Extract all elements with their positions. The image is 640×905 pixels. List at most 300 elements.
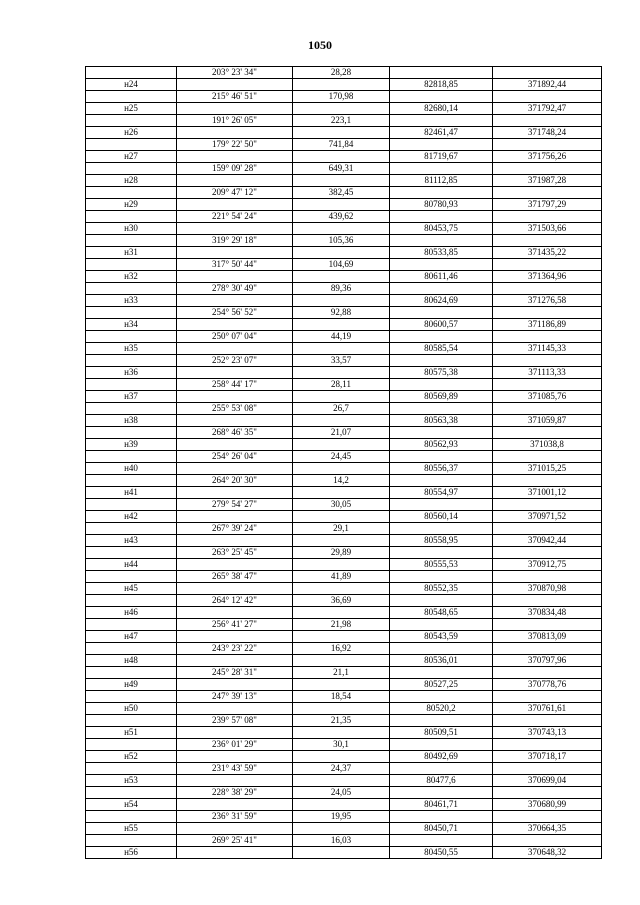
empty-cell: [390, 235, 493, 247]
empty-cell: [493, 475, 602, 487]
point-name: н51: [86, 727, 177, 739]
coordinates-table: [85, 66, 601, 859]
segment-row: [86, 163, 602, 175]
coord-y: 371892,44: [493, 79, 602, 91]
point-row: [86, 439, 602, 451]
empty-cell: [86, 475, 177, 487]
distance: 21,1: [293, 667, 390, 679]
distance: 382,45: [293, 187, 390, 199]
point-row: [86, 151, 602, 163]
distance: 741,84: [293, 139, 390, 151]
empty-cell: [177, 199, 293, 211]
direction-angle: 191° 26' 05": [177, 115, 293, 127]
empty-cell: [493, 811, 602, 823]
distance: 105,36: [293, 235, 390, 247]
empty-cell: [390, 619, 493, 631]
empty-cell: [293, 247, 390, 259]
empty-cell: [177, 823, 293, 835]
segment-row: [86, 379, 602, 391]
direction-angle: 263° 25' 45": [177, 547, 293, 559]
coord-y: 371085,76: [493, 391, 602, 403]
point-name: н35: [86, 343, 177, 355]
empty-cell: [293, 511, 390, 523]
distance: 29,1: [293, 523, 390, 535]
point-name: н25: [86, 103, 177, 115]
empty-cell: [293, 727, 390, 739]
point-name: н41: [86, 487, 177, 499]
empty-cell: [390, 355, 493, 367]
empty-cell: [177, 607, 293, 619]
empty-cell: [493, 211, 602, 223]
empty-cell: [390, 523, 493, 535]
empty-cell: [293, 199, 390, 211]
empty-cell: [177, 631, 293, 643]
distance: 18,54: [293, 691, 390, 703]
empty-cell: [493, 163, 602, 175]
empty-cell: [177, 775, 293, 787]
distance: 16,92: [293, 643, 390, 655]
distance: 24,37: [293, 763, 390, 775]
segment-row: [86, 835, 602, 847]
point-name: н49: [86, 679, 177, 691]
direction-angle: 264° 20' 30": [177, 475, 293, 487]
empty-cell: [86, 355, 177, 367]
empty-cell: [493, 835, 602, 847]
segment-row: [86, 547, 602, 559]
coord-x: 80780,93: [390, 199, 493, 211]
coord-y: 371145,33: [493, 343, 602, 355]
empty-cell: [293, 847, 390, 859]
segment-row: [86, 499, 602, 511]
distance: 29,89: [293, 547, 390, 559]
empty-cell: [390, 403, 493, 415]
segment-row: [86, 235, 602, 247]
coord-x: 80450,71: [390, 823, 493, 835]
direction-angle: 278° 30' 49": [177, 283, 293, 295]
empty-cell: [390, 835, 493, 847]
segment-row: [86, 211, 602, 223]
empty-cell: [177, 415, 293, 427]
point-name: н45: [86, 583, 177, 595]
empty-cell: [493, 739, 602, 751]
empty-cell: [86, 379, 177, 391]
empty-cell: [493, 571, 602, 583]
empty-cell: [86, 595, 177, 607]
distance: 16,03: [293, 835, 390, 847]
empty-cell: [86, 811, 177, 823]
point-name: н32: [86, 271, 177, 283]
coord-y: 370971,52: [493, 511, 602, 523]
point-row: [86, 559, 602, 571]
coord-x: 80611,46: [390, 271, 493, 283]
empty-cell: [493, 403, 602, 415]
coord-x: 80509,51: [390, 727, 493, 739]
point-name: н46: [86, 607, 177, 619]
distance: 41,89: [293, 571, 390, 583]
empty-cell: [390, 379, 493, 391]
distance: 28,28: [293, 67, 390, 79]
point-row: [86, 343, 602, 355]
direction-angle: 258° 44' 17": [177, 379, 293, 391]
empty-cell: [86, 787, 177, 799]
empty-cell: [493, 667, 602, 679]
segment-row: [86, 307, 602, 319]
coord-x: 80558,95: [390, 535, 493, 547]
empty-cell: [177, 247, 293, 259]
empty-cell: [86, 739, 177, 751]
point-row: [86, 679, 602, 691]
distance: 21,07: [293, 427, 390, 439]
empty-cell: [390, 307, 493, 319]
coord-x: 80555,53: [390, 559, 493, 571]
direction-angle: 209° 47' 12": [177, 187, 293, 199]
empty-cell: [86, 835, 177, 847]
coord-x: 80562,93: [390, 439, 493, 451]
direction-angle: 252° 23' 07": [177, 355, 293, 367]
empty-cell: [86, 187, 177, 199]
empty-cell: [86, 499, 177, 511]
point-row: [86, 655, 602, 667]
distance: 24,05: [293, 787, 390, 799]
distance: 223,1: [293, 115, 390, 127]
coord-y: 371797,29: [493, 199, 602, 211]
point-row: [86, 751, 602, 763]
coord-x: 80575,38: [390, 367, 493, 379]
empty-cell: [293, 415, 390, 427]
coord-x: 80453,75: [390, 223, 493, 235]
point-name: н24: [86, 79, 177, 91]
empty-cell: [86, 523, 177, 535]
empty-cell: [177, 679, 293, 691]
empty-cell: [177, 511, 293, 523]
coord-y: 370743,13: [493, 727, 602, 739]
coord-y: 371364,96: [493, 271, 602, 283]
coord-x: 80585,54: [390, 343, 493, 355]
coord-x: 80536,01: [390, 655, 493, 667]
distance: 92,88: [293, 307, 390, 319]
direction-angle: 179° 22' 50": [177, 139, 293, 151]
segment-row: [86, 91, 602, 103]
empty-cell: [177, 319, 293, 331]
coord-x: 82818,85: [390, 79, 493, 91]
empty-cell: [390, 163, 493, 175]
empty-cell: [293, 535, 390, 547]
empty-cell: [86, 571, 177, 583]
point-name: н34: [86, 319, 177, 331]
coord-y: 370834,48: [493, 607, 602, 619]
coord-y: 370870,98: [493, 583, 602, 595]
empty-cell: [293, 559, 390, 571]
empty-cell: [177, 367, 293, 379]
segment-row: [86, 619, 602, 631]
point-name: н53: [86, 775, 177, 787]
empty-cell: [177, 727, 293, 739]
empty-cell: [177, 295, 293, 307]
point-row: [86, 271, 602, 283]
empty-cell: [493, 451, 602, 463]
empty-cell: [293, 127, 390, 139]
empty-cell: [493, 67, 602, 79]
empty-cell: [177, 223, 293, 235]
empty-cell: [86, 67, 177, 79]
empty-cell: [390, 187, 493, 199]
empty-cell: [390, 595, 493, 607]
empty-cell: [293, 655, 390, 667]
empty-cell: [493, 115, 602, 127]
segment-row: [86, 187, 602, 199]
empty-cell: [493, 139, 602, 151]
segment-row: [86, 571, 602, 583]
empty-cell: [390, 811, 493, 823]
empty-cell: [390, 643, 493, 655]
empty-cell: [86, 283, 177, 295]
point-row: [86, 295, 602, 307]
coord-x: 80560,14: [390, 511, 493, 523]
coord-x: 81719,67: [390, 151, 493, 163]
empty-cell: [293, 391, 390, 403]
empty-cell: [177, 79, 293, 91]
empty-cell: [390, 547, 493, 559]
empty-cell: [293, 343, 390, 355]
coord-y: 371059,87: [493, 415, 602, 427]
empty-cell: [493, 643, 602, 655]
point-row: [86, 127, 602, 139]
coord-y: 370664,35: [493, 823, 602, 835]
coordinates-table-body: [86, 67, 602, 859]
point-name: н56: [86, 847, 177, 859]
direction-angle: 268° 46' 35": [177, 427, 293, 439]
empty-cell: [177, 127, 293, 139]
empty-cell: [390, 427, 493, 439]
point-row: [86, 199, 602, 211]
empty-cell: [86, 403, 177, 415]
coord-x: 82680,14: [390, 103, 493, 115]
empty-cell: [493, 307, 602, 319]
point-row: [86, 775, 602, 787]
point-name: н31: [86, 247, 177, 259]
segment-row: [86, 331, 602, 343]
empty-cell: [493, 523, 602, 535]
empty-cell: [493, 187, 602, 199]
distance: 104,69: [293, 259, 390, 271]
direction-angle: 231° 43' 59": [177, 763, 293, 775]
segment-row: [86, 355, 602, 367]
empty-cell: [390, 571, 493, 583]
point-name: н33: [86, 295, 177, 307]
distance: 33,57: [293, 355, 390, 367]
empty-cell: [177, 655, 293, 667]
point-row: [86, 175, 602, 187]
empty-cell: [493, 355, 602, 367]
empty-cell: [293, 103, 390, 115]
empty-cell: [493, 595, 602, 607]
empty-cell: [293, 463, 390, 475]
empty-cell: [177, 343, 293, 355]
empty-cell: [493, 91, 602, 103]
empty-cell: [86, 115, 177, 127]
coord-y: 371015,25: [493, 463, 602, 475]
direction-angle: 236° 01' 29": [177, 739, 293, 751]
coord-x: 82461,47: [390, 127, 493, 139]
coord-y: 370778,76: [493, 679, 602, 691]
coord-y: 370912,75: [493, 559, 602, 571]
coord-y: 371113,33: [493, 367, 602, 379]
segment-row: [86, 403, 602, 415]
direction-angle: 245° 28' 31": [177, 667, 293, 679]
point-row: [86, 823, 602, 835]
empty-cell: [293, 175, 390, 187]
distance: 170,98: [293, 91, 390, 103]
coord-y: 371503,66: [493, 223, 602, 235]
direction-angle: 255° 53' 08": [177, 403, 293, 415]
empty-cell: [86, 259, 177, 271]
point-row: [86, 607, 602, 619]
empty-cell: [493, 499, 602, 511]
direction-angle: 247° 39' 13": [177, 691, 293, 703]
distance: 21,98: [293, 619, 390, 631]
empty-cell: [390, 115, 493, 127]
direction-angle: 250° 07' 04": [177, 331, 293, 343]
empty-cell: [390, 451, 493, 463]
point-row: [86, 535, 602, 547]
empty-cell: [493, 715, 602, 727]
coord-x: 80569,89: [390, 391, 493, 403]
empty-cell: [293, 487, 390, 499]
direction-angle: 254° 26' 04": [177, 451, 293, 463]
empty-cell: [86, 547, 177, 559]
coord-y: 371748,24: [493, 127, 602, 139]
point-row: [86, 799, 602, 811]
empty-cell: [390, 91, 493, 103]
point-name: н38: [86, 415, 177, 427]
empty-cell: [86, 139, 177, 151]
point-name: н28: [86, 175, 177, 187]
coord-x: 80461,71: [390, 799, 493, 811]
coord-y: 370648,32: [493, 847, 602, 859]
coord-x: 81112,85: [390, 175, 493, 187]
point-row: [86, 727, 602, 739]
segment-row: [86, 523, 602, 535]
empty-cell: [177, 847, 293, 859]
empty-cell: [177, 751, 293, 763]
empty-cell: [390, 763, 493, 775]
coord-x: 80543,59: [390, 631, 493, 643]
direction-angle: 254° 56' 52": [177, 307, 293, 319]
segment-row: [86, 739, 602, 751]
point-row: [86, 415, 602, 427]
empty-cell: [177, 271, 293, 283]
direction-angle: 269° 25' 41": [177, 835, 293, 847]
direction-angle: 215° 46' 51": [177, 91, 293, 103]
point-name: н52: [86, 751, 177, 763]
empty-cell: [86, 331, 177, 343]
direction-angle: 267° 39' 24": [177, 523, 293, 535]
coord-y: 371038,8: [493, 439, 602, 451]
empty-cell: [293, 271, 390, 283]
empty-cell: [293, 703, 390, 715]
empty-cell: [177, 535, 293, 547]
segment-row: [86, 787, 602, 799]
point-row: [86, 511, 602, 523]
point-name: н44: [86, 559, 177, 571]
direction-angle: 265° 38' 47": [177, 571, 293, 583]
empty-cell: [177, 583, 293, 595]
point-name: н29: [86, 199, 177, 211]
direction-angle: 256° 41' 27": [177, 619, 293, 631]
empty-cell: [293, 799, 390, 811]
empty-cell: [293, 319, 390, 331]
point-row: [86, 631, 602, 643]
segment-row: [86, 139, 602, 151]
empty-cell: [86, 235, 177, 247]
distance: 89,36: [293, 283, 390, 295]
distance: 19,95: [293, 811, 390, 823]
direction-angle: 236° 31' 59": [177, 811, 293, 823]
empty-cell: [493, 763, 602, 775]
empty-cell: [86, 667, 177, 679]
direction-angle: 319° 29' 18": [177, 235, 293, 247]
point-name: н47: [86, 631, 177, 643]
empty-cell: [390, 739, 493, 751]
point-name: н54: [86, 799, 177, 811]
direction-angle: 159° 09' 28": [177, 163, 293, 175]
distance: 649,31: [293, 163, 390, 175]
coord-x: 80600,57: [390, 319, 493, 331]
empty-cell: [86, 763, 177, 775]
empty-cell: [390, 667, 493, 679]
empty-cell: [177, 703, 293, 715]
point-name: н43: [86, 535, 177, 547]
empty-cell: [293, 607, 390, 619]
empty-cell: [177, 175, 293, 187]
segment-row: [86, 283, 602, 295]
coord-y: 371435,22: [493, 247, 602, 259]
direction-angle: 228° 38' 29": [177, 787, 293, 799]
point-row: [86, 487, 602, 499]
segment-row: [86, 115, 602, 127]
coord-y: 370813,09: [493, 631, 602, 643]
segment-row: [86, 643, 602, 655]
coord-y: 371276,58: [493, 295, 602, 307]
empty-cell: [390, 715, 493, 727]
empty-cell: [493, 787, 602, 799]
coord-y: 370942,44: [493, 535, 602, 547]
empty-cell: [86, 715, 177, 727]
coord-x: 80552,35: [390, 583, 493, 595]
point-row: [86, 247, 602, 259]
empty-cell: [177, 799, 293, 811]
empty-cell: [293, 223, 390, 235]
point-row: [86, 79, 602, 91]
empty-cell: [493, 547, 602, 559]
point-name: н26: [86, 127, 177, 139]
distance: 36,69: [293, 595, 390, 607]
coord-x: 80556,37: [390, 463, 493, 475]
distance: 439,62: [293, 211, 390, 223]
empty-cell: [86, 643, 177, 655]
coord-y: 371792,47: [493, 103, 602, 115]
point-name: н36: [86, 367, 177, 379]
direction-angle: 221° 54' 24": [177, 211, 293, 223]
point-row: [86, 391, 602, 403]
segment-row: [86, 259, 602, 271]
direction-angle: 264° 12' 42": [177, 595, 293, 607]
point-row: [86, 367, 602, 379]
distance: 14,2: [293, 475, 390, 487]
empty-cell: [390, 331, 493, 343]
direction-angle: 203° 23' 34": [177, 67, 293, 79]
empty-cell: [293, 631, 390, 643]
